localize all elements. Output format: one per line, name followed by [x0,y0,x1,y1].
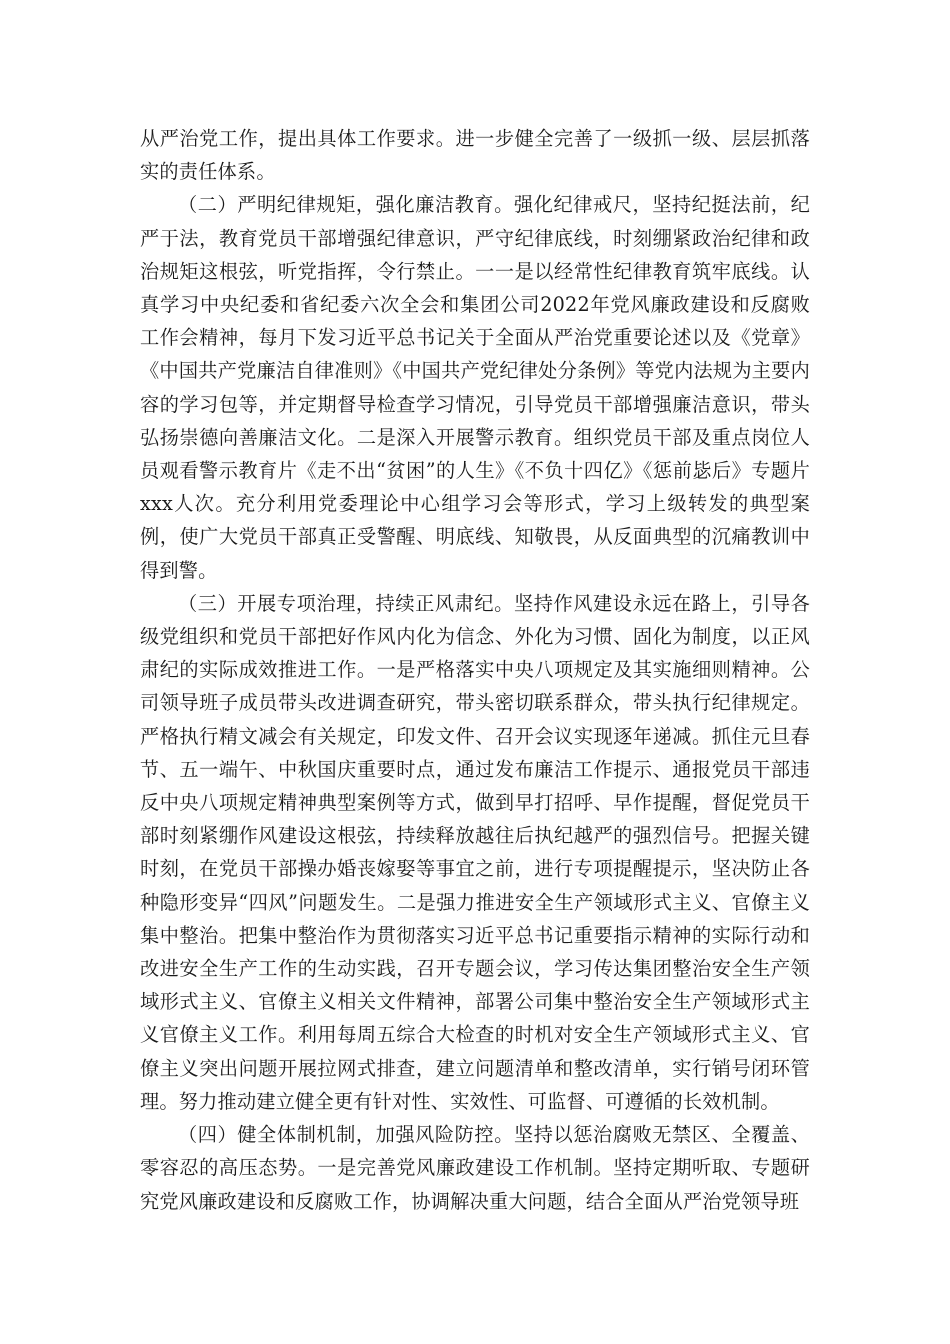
document-body [140,122,810,1218]
paragraph-continuation: 从严治党工作，提出具体工作要求。进一步健全完善了一级抓一级、层层抓落实的责任体系。 [140,127,810,184]
paragraph-risk-control: （四）健全体制机制，加强风险防控。坚持以惩治腐败无禁区、全覆盖、零容忍的高压态势。一是完善党风廉政建设工作机制。坚持定期听取、专题研究党风廉政建设和反腐败工作，协调解决重大问题，结合全面从严治党领导班 [140,1123,810,1213]
paragraph-special-governance: （三）开展专项治理，持续正风肃纪。坚持作风建设永远在路上，引导各级党组织和党员干部把好作风内化为信念、外化为习惯、固化为制度，以正风肃纪的实际成效推进工作。一是严格落实中央八项规定及其实施细则精神。公司领导班子成员带头改进调查研究，带头密切联系群众，带头执行纪律规定。严格执行精文减会有关规定，印发文件、召开会议实现逐年递减。抓住元旦春节、五一端午、中秋国庆重要时点，通过发布廉洁工作提示、通报党员干部违反中央八项规定精神典型案例等方式，做到早打招呼、早作提醒，督促党员干部时刻紧绷作风建设这根弦，持续释放越往后执纪越严的强烈信号。把握关键时刻，在党员干部操办婚丧嫁娶等事宜之前，进行专项提醒提示，坚决防止各种隐形变异“四风”问题发生。二是强力推进安全生产领域形式主义、官僚主义集中整治。把集中整治作为贯彻落实习近平总书记重要指示精神的实际行动和改进安全生产工作的生动实践，召开专题会议，学习传达集团整治安全生产领域形式主义、官僚主义相关文件精神，部署公司集中整治安全生产领域形式主义官僚主义工作。利用每周五综合大检查的时机对安全生产领域形式主义、官僚主义突出问题开展拉网式排查，建立问题清单和整改清单，实行销号闭环管理。努力推动建立健全更有针对性、实效性、可监督、可遵循的长效机制。 [140,591,810,1113]
paragraph-discipline-education: （二）严明纪律规矩，强化廉洁教育。强化纪律戒尺，坚持纪挺法前，纪严于法，教育党员干部增强纪律意识，严守纪律底线，时刻绷紧政治纪律和政治规矩这根弦，听党指挥，令行禁止。一一是以经常性纪律教育筑牢底线。认真学习中央纪委和省纪委六次全会和集团公司2022年党风廉政建设和反腐败工作会精神，每月下发习近平总书记关于全面从严治党重要论述以及《党章》《中国共产党廉洁自律准则》《中国共产党纪律处分条例》等党内法规为主要内容的学习包等，并定期督导检查学习情况，引导党员干部增强廉洁意识，带头弘扬崇德向善廉洁文化。二是深入开展警示教育。组织党员干部及重点岗位人员观看警示教育片《走不出“贫困”的人生》《不负十四亿》《惩前毖后》专题片xxx人次。充分利用党委理论中心组学习会等形式，学习上级转发的典型案例，使广大党员干部真正受警醒、明底线、知敬畏，从反面典型的沉痛教训中得到警。 [140,193,810,582]
